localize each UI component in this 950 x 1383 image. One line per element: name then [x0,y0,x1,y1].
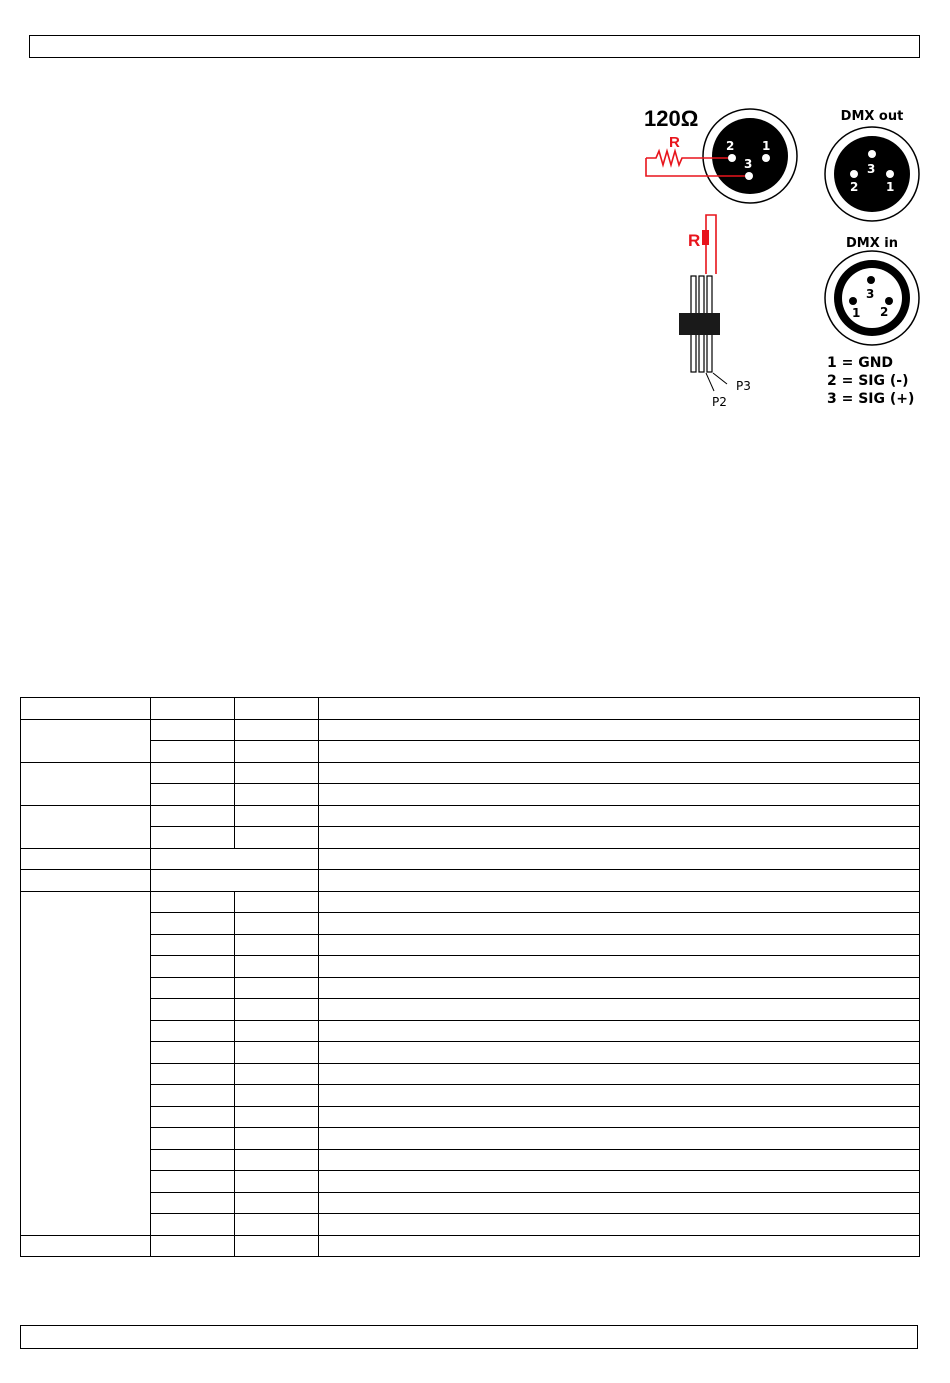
dmx-in-pin-1-label: 1 [852,306,861,320]
table-row [21,698,920,720]
p2-label: P2 [712,395,727,409]
table-row [21,913,920,935]
table-row [21,956,920,978]
table-row [21,1063,920,1085]
dmx-out-pin-2-label: 2 [850,180,859,194]
legend-line-1: 1 = GND [827,355,894,371]
dmx-out-label: DMX out [840,109,904,124]
p3-label: P3 [736,379,751,393]
table-row [21,741,920,763]
p3-leader [713,373,727,384]
dmx-in-pin-3 [867,276,875,284]
terminator-pin-2 [728,154,736,162]
legend-line-3: 3 = SIG (+) [827,391,915,407]
table-row [21,805,920,827]
p2-leader [706,373,714,391]
table-row [21,1171,920,1193]
table-row [21,1235,920,1257]
header-plastic-block [679,313,720,335]
terminator-pin-2-label: 2 [726,139,735,153]
dmx-out-pin-1-label: 1 [886,180,895,194]
table-row [21,1042,920,1064]
table-row [21,1214,920,1236]
terminator-pin-3 [745,172,753,180]
dmx-in-pin-2-label: 2 [880,305,889,319]
header-box [29,35,920,58]
dmx-out-pin-3 [868,150,876,158]
table-row [21,891,920,913]
dmx-in-pin-1 [849,297,857,305]
table-row [21,1192,920,1214]
table-row [21,848,920,870]
dmx-out-pin-3-label: 3 [867,162,876,176]
table-row [21,784,920,806]
dmx-connector-diagram [636,98,936,418]
resistor-label-top: R [669,134,680,151]
table-row [21,999,920,1021]
header-resistor-body [702,230,709,245]
table-row [21,1128,920,1150]
dmx-out-pin-1 [886,170,894,178]
terminator-pin-1 [762,154,770,162]
table-row [21,977,920,999]
terminator-pin-3-label: 3 [744,157,753,171]
dmx-in-pin-2 [885,297,893,305]
dmx-in-pin-3-label: 3 [866,287,875,301]
table-row [21,1020,920,1042]
table-row [21,1085,920,1107]
table-row [21,1106,920,1128]
table-row [21,762,920,784]
legend-line-2: 2 = SIG (-) [827,373,909,389]
terminator-pin-1-label: 1 [762,139,771,153]
dmx-out-pin-2 [850,170,858,178]
table-row [21,870,920,892]
channel-table [20,697,920,1257]
table-row [21,719,920,741]
terminator-body [712,118,788,194]
table-row [21,827,920,849]
dmx-in-label: DMX in [846,236,898,251]
table-row [21,934,920,956]
resistor-label-header: R [688,231,701,250]
terminator-label: 120Ω [644,106,699,131]
table-row [21,1149,920,1171]
footer-box [20,1325,918,1349]
